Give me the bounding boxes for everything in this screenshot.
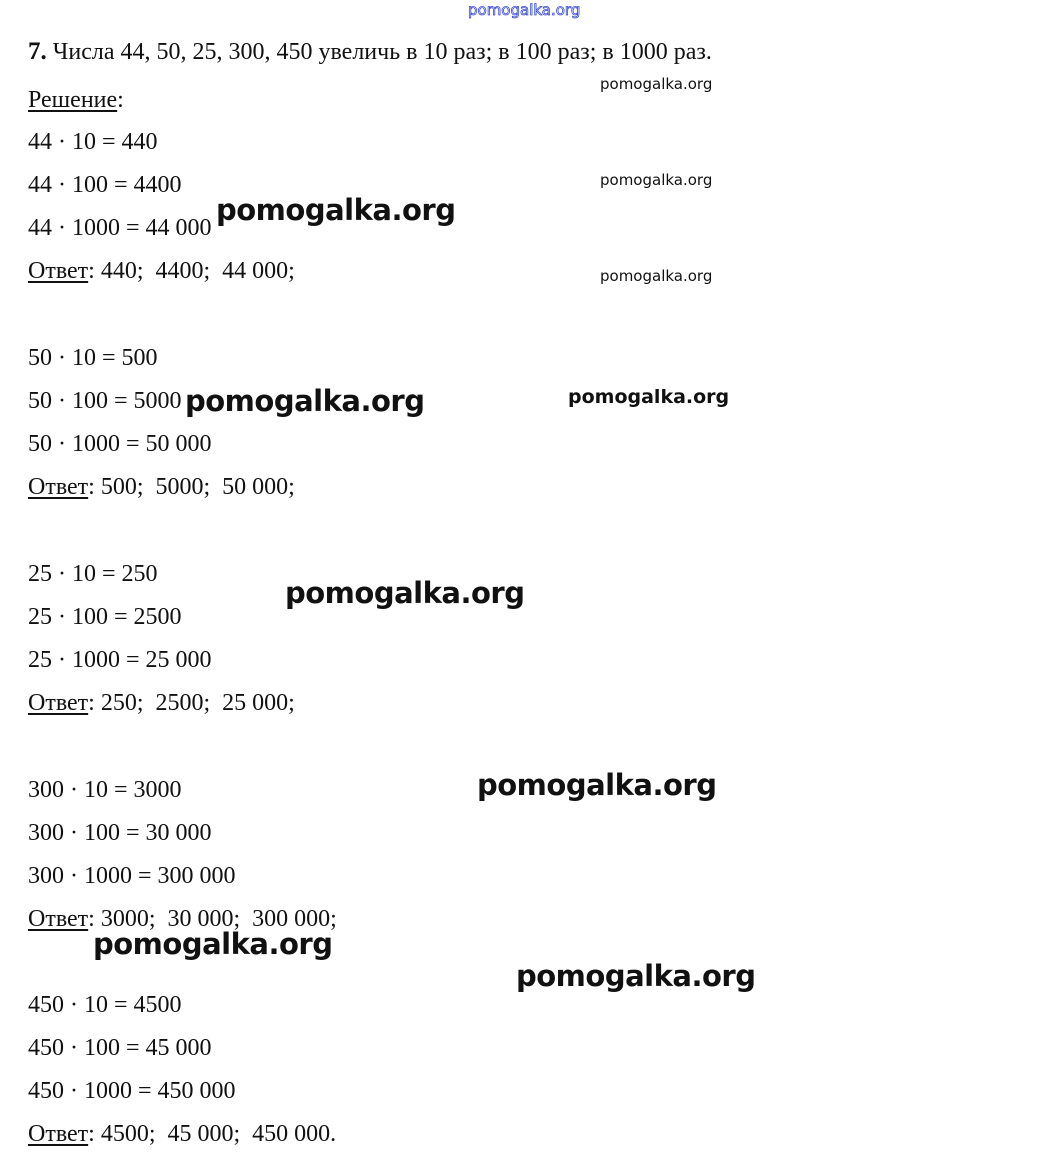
answer-line [28,1120,336,1148]
watermark: pomogalka.org [516,959,756,993]
watermark: pomogalka.org [600,267,713,285]
answer-label: Ответ [28,258,89,284]
equation-line: 25 · 1000 = 25 000 [28,647,212,673]
answer-line [28,473,295,501]
answer-line [28,689,295,717]
watermark: pomogalka.org [600,171,713,189]
answer-values: : 3000; 30 000; 300 000; [88,906,337,932]
equation-line: 25 · 10 = 250 [28,561,158,587]
task-header [28,38,712,66]
equation-line: 450 · 10 = 4500 [28,992,182,1018]
equation-line: 300 · 1000 = 300 000 [28,863,236,889]
watermark: pomogalka.org [216,193,456,227]
watermark: pomogalka.org [600,75,713,93]
equation-line: 450 · 1000 = 450 000 [28,1078,236,1104]
equation-line: 300 · 100 = 30 000 [28,820,212,846]
answer-label: Ответ [28,690,89,716]
equation-line: 50 · 10 = 500 [28,345,158,371]
watermark: pomogalka.org [185,384,425,418]
equation-line: 25 · 100 = 2500 [28,604,182,630]
watermark: pomogalka.org [477,768,717,802]
equation-line: 50 · 1000 = 50 000 [28,431,212,457]
answer-values: : 250; 2500; 25 000; [88,690,295,716]
solution-heading: Решение: [28,87,124,113]
equation-line: 450 · 100 = 45 000 [28,1035,212,1061]
answer-values: : 4500; 45 000; 450 000. [88,1121,337,1147]
answer-values: : 500; 5000; 50 000; [88,474,295,500]
watermark: pomogalka.org [285,576,525,610]
watermark: pomogalka.org [568,386,730,408]
task-text: Числа 44, 50, 25, 300, 450 увеличь в 10 раз; в 100 раз; в 1000 раз. [46,39,712,65]
equation-line: 300 · 10 = 3000 [28,777,182,803]
answer-label: Ответ [28,474,89,500]
watermark: pomogalka.org [93,927,333,961]
equation-line: 44 · 1000 = 44 000 [28,215,212,241]
answer-values: : 440; 4400; 44 000; [88,258,295,284]
task-number: 7. [28,38,47,65]
answer-label: Ответ [28,1121,89,1147]
solution-label: Решение [28,87,118,113]
answer-line [28,257,295,285]
answer-label: Ответ [28,906,89,932]
watermark-top: pomogalka.org [468,1,581,19]
equation-line: 44 · 100 = 4400 [28,172,182,198]
equation-line: 50 · 100 = 5000 [28,388,182,414]
equation-line: 44 · 10 = 440 [28,129,158,155]
